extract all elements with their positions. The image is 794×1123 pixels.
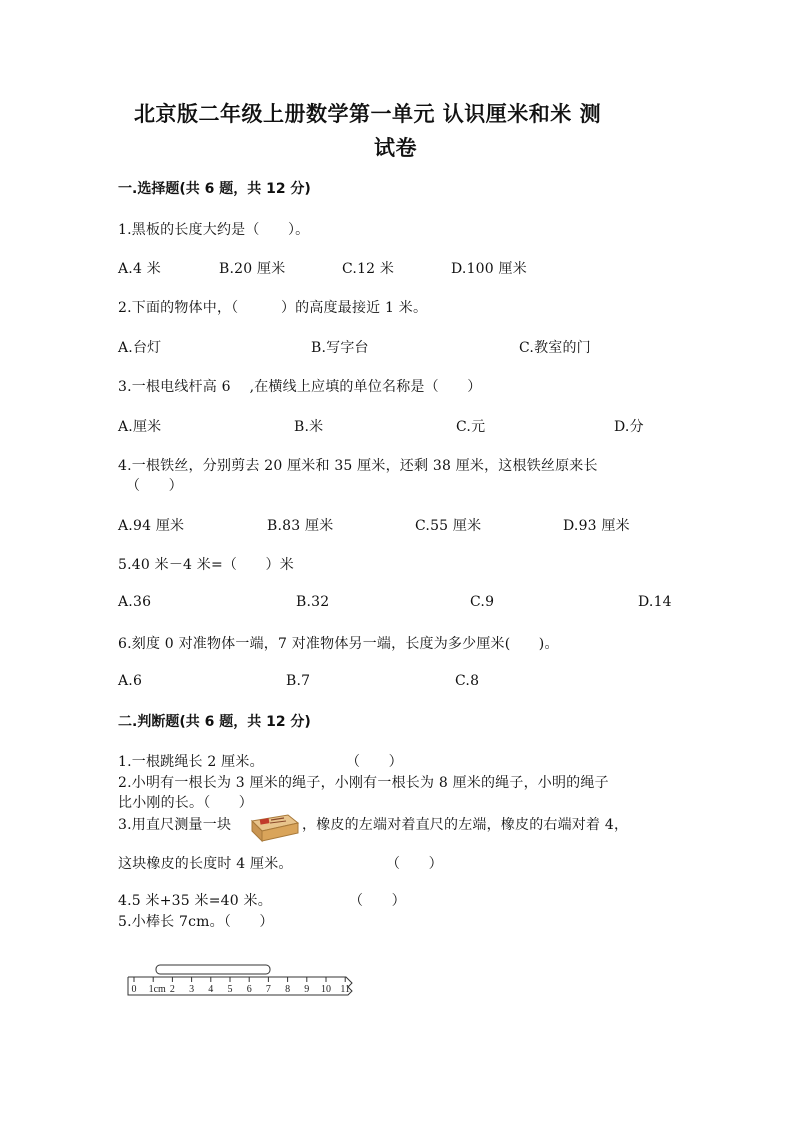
option: D.分 [614,419,644,435]
question-stem: 6.刻度 0 对准物体一端，7 对准物体另一端，长度为多少厘米( )。 [118,636,559,652]
question-stem: 1.黑板的长度大约是（ ）。 [118,222,310,238]
ruler-tick-label: 9 [304,984,310,995]
question-stem: 2.下面的物体中，（ ）的高度最接近 1 米。 [118,300,428,316]
answer-blank: （ ） [386,856,443,872]
ruler-tick-label: 6 [246,984,252,995]
option: B.7 [286,673,311,689]
ruler-tick-label: 4 [208,984,214,995]
judgement-item-cont: 比小刚的长。（ ） [118,795,253,811]
option: C.55 厘米 [415,518,482,534]
option: B.32 [296,594,330,610]
answer-blank: （ ） [349,893,406,909]
option: A.36 [118,594,152,610]
ruler-tick-label: 11 [340,984,351,995]
option: C.9 [470,594,495,610]
ruler-tick-label: 5 [227,984,233,995]
option: B.83 厘米 [267,518,334,534]
ruler-tick-label: 7 [265,984,271,995]
judgement-item: 4.5 米+35 米=40 米。 [118,893,272,909]
eraser-image [248,811,300,843]
ruler-tick-label: 10 [321,984,331,995]
question-stem: 4.一根铁丝，分别剪去 20 厘米和 35 厘米，还剩 38 厘米，这根铁丝原来长 [118,458,598,474]
option: A.台灯 [118,340,162,356]
option: A.94 厘米 [118,518,185,534]
option: C.8 [455,673,480,689]
ruler-tick-label: 0 [131,984,137,995]
question-stem: 3.一根电线杆高 6 ,在横线上应填的单位名称是（ ） [118,379,482,395]
ruler-with-stick-image [126,963,358,1003]
option: D.14 [638,594,672,610]
option: B.米 [294,419,324,435]
page-title-line1: 北京版二年级上册数学第一单元 认识厘米和米 测 [134,102,602,126]
judgement-item: 5.小棒长 7cm。（ ） [118,914,274,930]
judgement-item: 1.一根跳绳长 2 厘米。 [118,754,264,770]
option: B.20 厘米 [219,261,286,277]
page-title-line2: 试卷 [374,136,417,160]
stick [156,965,270,974]
section-heading-choice: 一.选择题(共 6 题，共 12 分) [118,181,311,197]
judgement-item: 2.小明有一根长为 3 厘米的绳子，小刚有一根长为 8 厘米的绳子，小明的绳子 [118,775,609,791]
ruler-tick-label: 8 [285,984,291,995]
question-stem-cont: （ ） [126,478,183,494]
question-stem: 5.40 米－4 米=（ ）米 [118,557,294,573]
ruler-tick-label: 2 [169,984,175,995]
option: D.100 厘米 [451,261,527,277]
judgement-item: 3.用直尺测量一块 [118,817,232,833]
option: B.写字台 [311,340,369,356]
option: C.元 [456,419,486,435]
option: D.93 厘米 [563,518,630,534]
option: C.教室的门 [519,340,591,356]
judgement-item-cont: 这块橡皮的长度时 4 厘米。 [118,856,293,872]
judgement-item-cont: ，橡皮的左端对着直尺的左端，橡皮的右端对着 4， [302,817,629,833]
answer-blank: （ ） [346,754,403,770]
option: A.6 [118,673,143,689]
ruler-tick-label: 1cm [148,984,166,995]
section-heading-judgement: 二.判断题(共 6 题，共 12 分) [118,714,311,730]
option: A.4 米 [118,261,161,277]
option: A.厘米 [118,419,162,435]
ruler-tick-label: 3 [189,984,195,995]
option: C.12 米 [342,261,395,277]
